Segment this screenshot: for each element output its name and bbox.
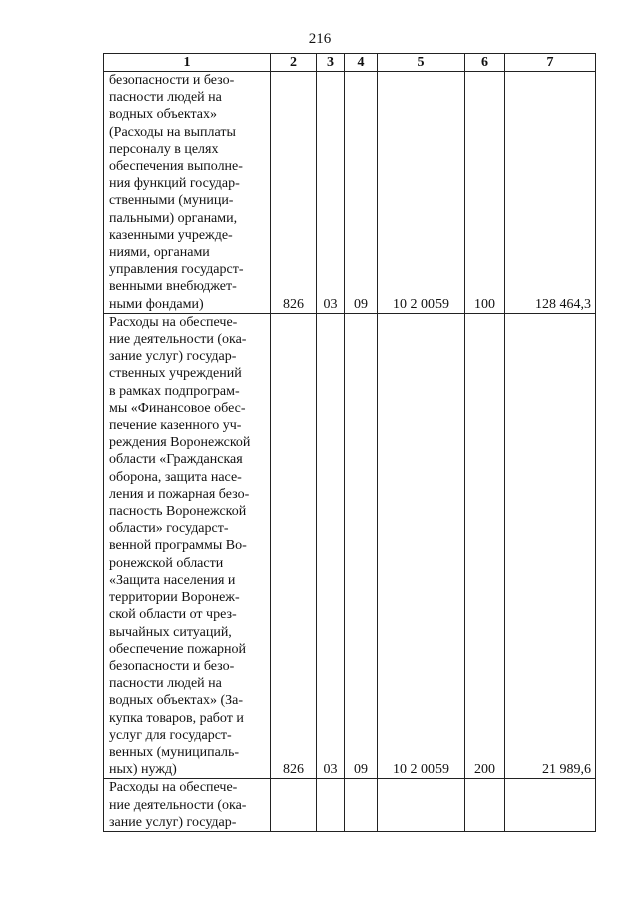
row-subsection-code: 09 xyxy=(345,313,378,778)
row-target-article: 10 2 0059 xyxy=(378,313,465,778)
budget-table xyxy=(103,53,596,832)
table-header xyxy=(104,54,596,72)
row-description: безопасности и безо- пасности людей на водных объектах» (Расходы на выплаты персоналу в целях обеспечения выполне- ния функций государ- ственными (муници- пальными) органами, казенными учрежде- ниями, органами управления государст- венными внебюджет- ными фондами) xyxy=(104,72,271,314)
table-body xyxy=(104,72,596,832)
row-section-code: 03 xyxy=(317,72,345,314)
row-section-code xyxy=(317,779,345,832)
header-col-1: 1 xyxy=(104,54,271,72)
row-ministry-code xyxy=(271,779,317,832)
row-subsection-code: 09 xyxy=(345,72,378,314)
page-number: 216 xyxy=(308,31,332,47)
row-subsection-code xyxy=(345,779,378,832)
row-expense-type: 100 xyxy=(465,72,505,314)
table-row xyxy=(104,779,596,832)
row-description: Расходы на обеспече- ние деятельности (ока- зание услуг) государ- xyxy=(104,779,271,832)
header-row xyxy=(104,54,596,72)
row-amount: 128 464,3 xyxy=(505,72,596,314)
header-col-5: 5 xyxy=(378,54,465,72)
header-col-7: 7 xyxy=(505,54,596,72)
row-section-code: 03 xyxy=(317,313,345,778)
row-amount: 21 989,6 xyxy=(505,313,596,778)
row-ministry-code: 826 xyxy=(271,313,317,778)
row-target-article xyxy=(378,779,465,832)
header-col-6: 6 xyxy=(465,54,505,72)
row-target-article: 10 2 0059 xyxy=(378,72,465,314)
table-row xyxy=(104,72,596,314)
header-col-2: 2 xyxy=(271,54,317,72)
row-description: Расходы на обеспече- ние деятельности (ока- зание услуг) государ- ственных учреждений в рамках подпрограм- мы «Финансовое обес- печение казенного уч- реждения Воронежской области «Гражданская оборона, защита насе- ления и пожарная безо- пасность Воронежской области» государст- венной программы Во- ронежской области «Защита населения и территории Воронеж- ской области от чрез- вычайных ситуаций, обеспечение пожарной безопасности и безо- пасности людей на водных объектах» (За- купка товаров, работ и услуг для государст- венных (муниципаль- ных) нужд) xyxy=(104,313,271,778)
row-expense-type xyxy=(465,779,505,832)
row-ministry-code: 826 xyxy=(271,72,317,314)
row-expense-type: 200 xyxy=(465,313,505,778)
header-col-3: 3 xyxy=(317,54,345,72)
header-col-4: 4 xyxy=(345,54,378,72)
table-row xyxy=(104,313,596,778)
row-amount xyxy=(505,779,596,832)
